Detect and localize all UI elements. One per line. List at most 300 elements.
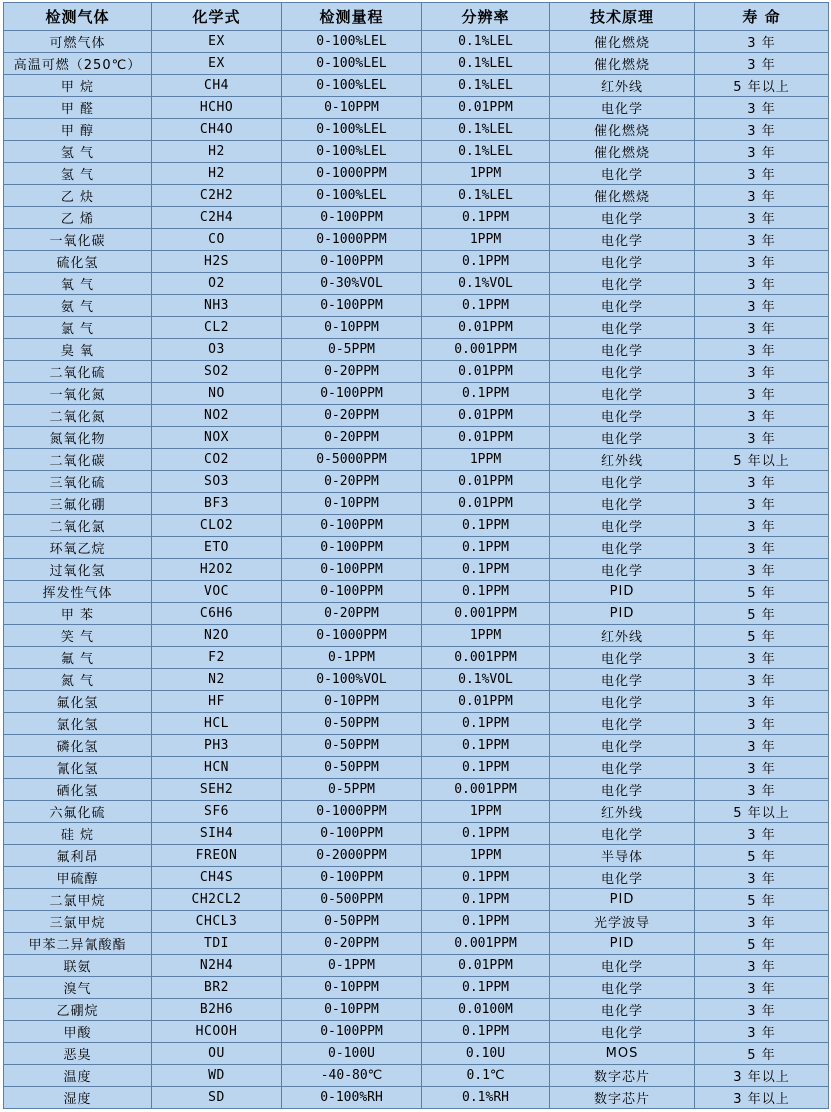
cell-range: 0-100PPM <box>282 823 422 845</box>
cell-gas: 可燃气体 <box>4 31 152 53</box>
cell-lifetime: 3 年 <box>695 559 829 581</box>
cell-range: 0-1000PPM <box>282 163 422 185</box>
cell-formula: H2O2 <box>152 559 282 581</box>
table-header-row <box>4 3 829 31</box>
cell-resolution: 0.001PPM <box>422 647 550 669</box>
cell-gas: 磷化氢 <box>4 735 152 757</box>
cell-resolution: 0.1%LEL <box>422 141 550 163</box>
table-row <box>4 229 829 251</box>
cell-principle: 电化学 <box>550 317 695 339</box>
table-row <box>4 757 829 779</box>
cell-formula: TDI <box>152 933 282 955</box>
cell-range: 0-1PPM <box>282 955 422 977</box>
table-row <box>4 977 829 999</box>
cell-gas: 三氧化硫 <box>4 471 152 493</box>
cell-formula: HCHO <box>152 97 282 119</box>
cell-lifetime: 3 年 <box>695 955 829 977</box>
cell-formula: CH4 <box>152 75 282 97</box>
cell-range: 0-20PPM <box>282 471 422 493</box>
cell-resolution: 0.1PPM <box>422 889 550 911</box>
cell-resolution: 1PPM <box>422 845 550 867</box>
cell-lifetime: 3 年 <box>695 1021 829 1043</box>
cell-range: 0-10PPM <box>282 493 422 515</box>
cell-formula: SIH4 <box>152 823 282 845</box>
cell-formula: F2 <box>152 647 282 669</box>
cell-gas: 笑 气 <box>4 625 152 647</box>
cell-range: 0-500PPM <box>282 889 422 911</box>
column-header-range: 检测量程 <box>282 3 422 31</box>
cell-resolution: 0.1PPM <box>422 735 550 757</box>
cell-principle: PID <box>550 889 695 911</box>
table-row <box>4 911 829 933</box>
cell-gas: 氟 气 <box>4 647 152 669</box>
table-row <box>4 1065 829 1087</box>
cell-resolution: 0.01PPM <box>422 361 550 383</box>
cell-range: 0-100PPM <box>282 867 422 889</box>
cell-resolution: 0.1%LEL <box>422 119 550 141</box>
cell-range: 0-20PPM <box>282 603 422 625</box>
table-row <box>4 1087 829 1109</box>
cell-lifetime: 3 年 <box>695 163 829 185</box>
cell-gas: 氯化氢 <box>4 713 152 735</box>
cell-resolution: 0.1PPM <box>422 515 550 537</box>
cell-resolution: 1PPM <box>422 625 550 647</box>
cell-lifetime: 3 年 <box>695 735 829 757</box>
cell-range: 0-10PPM <box>282 691 422 713</box>
cell-formula: C2H2 <box>152 185 282 207</box>
cell-lifetime: 3 年 <box>695 273 829 295</box>
cell-lifetime: 3 年 <box>695 493 829 515</box>
cell-gas: 环氧乙烷 <box>4 537 152 559</box>
cell-gas: 恶臭 <box>4 1043 152 1065</box>
table-row <box>4 779 829 801</box>
cell-resolution: 0.10U <box>422 1043 550 1065</box>
cell-gas: 过氧化氢 <box>4 559 152 581</box>
cell-gas: 湿度 <box>4 1087 152 1109</box>
table-row <box>4 31 829 53</box>
cell-principle: 电化学 <box>550 867 695 889</box>
cell-principle: PID <box>550 933 695 955</box>
cell-gas: 氢 气 <box>4 163 152 185</box>
cell-lifetime: 3 年 <box>695 999 829 1021</box>
cell-lifetime: 3 年 <box>695 185 829 207</box>
cell-range: 0-100%LEL <box>282 53 422 75</box>
cell-resolution: 0.1PPM <box>422 207 550 229</box>
cell-principle: 电化学 <box>550 427 695 449</box>
cell-resolution: 0.001PPM <box>422 779 550 801</box>
cell-range: 0-100%LEL <box>282 141 422 163</box>
table-row <box>4 603 829 625</box>
cell-lifetime: 3 年 <box>695 295 829 317</box>
cell-lifetime: 5 年以上 <box>695 75 829 97</box>
cell-resolution: 0.001PPM <box>422 339 550 361</box>
cell-principle: 电化学 <box>550 999 695 1021</box>
table-row <box>4 647 829 669</box>
cell-range: 0-100PPM <box>282 559 422 581</box>
table-row <box>4 405 829 427</box>
cell-range: 0-1PPM <box>282 647 422 669</box>
cell-lifetime: 3 年 <box>695 31 829 53</box>
cell-range: 0-100%LEL <box>282 119 422 141</box>
cell-range: 0-50PPM <box>282 713 422 735</box>
cell-resolution: 0.1%LEL <box>422 53 550 75</box>
cell-formula: VOC <box>152 581 282 603</box>
cell-principle: 电化学 <box>550 229 695 251</box>
table-row <box>4 625 829 647</box>
table-row <box>4 999 829 1021</box>
cell-principle: 数字芯片 <box>550 1087 695 1109</box>
cell-resolution: 0.1PPM <box>422 251 550 273</box>
cell-lifetime: 3 年 <box>695 361 829 383</box>
cell-range: 0-100PPM <box>282 537 422 559</box>
cell-gas: 三氟化硼 <box>4 493 152 515</box>
cell-formula: SO2 <box>152 361 282 383</box>
cell-range: 0-100PPM <box>282 581 422 603</box>
table-row <box>4 119 829 141</box>
cell-resolution: 0.01PPM <box>422 427 550 449</box>
cell-resolution: 0.1PPM <box>422 713 550 735</box>
table-row <box>4 867 829 889</box>
cell-lifetime: 5 年 <box>695 625 829 647</box>
cell-principle: 电化学 <box>550 405 695 427</box>
cell-gas: 氟利昂 <box>4 845 152 867</box>
cell-gas: 氟化氢 <box>4 691 152 713</box>
cell-resolution: 0.1PPM <box>422 823 550 845</box>
cell-principle: 红外线 <box>550 449 695 471</box>
cell-principle: 电化学 <box>550 273 695 295</box>
cell-gas: 氧 气 <box>4 273 152 295</box>
cell-principle: 半导体 <box>550 845 695 867</box>
table-row <box>4 53 829 75</box>
cell-resolution: 0.1℃ <box>422 1065 550 1087</box>
cell-formula: BF3 <box>152 493 282 515</box>
cell-principle: 电化学 <box>550 207 695 229</box>
cell-lifetime: 5 年 <box>695 845 829 867</box>
cell-range: 0-1000PPM <box>282 625 422 647</box>
cell-gas: 乙 炔 <box>4 185 152 207</box>
cell-lifetime: 3 年 <box>695 97 829 119</box>
cell-range: 0-20PPM <box>282 361 422 383</box>
cell-gas: 硅 烷 <box>4 823 152 845</box>
cell-gas: 乙硼烷 <box>4 999 152 1021</box>
cell-formula: FREON <box>152 845 282 867</box>
cell-formula: SO3 <box>152 471 282 493</box>
cell-gas: 氰化氢 <box>4 757 152 779</box>
table-row <box>4 471 829 493</box>
cell-principle: PID <box>550 603 695 625</box>
cell-lifetime: 3 年 <box>695 779 829 801</box>
cell-principle: 电化学 <box>550 757 695 779</box>
cell-formula: HCL <box>152 713 282 735</box>
cell-gas: 甲硫醇 <box>4 867 152 889</box>
cell-gas: 臭 氧 <box>4 339 152 361</box>
cell-resolution: 0.0100M <box>422 999 550 1021</box>
cell-principle: 电化学 <box>550 339 695 361</box>
cell-range: 0-100PPM <box>282 207 422 229</box>
table-row <box>4 493 829 515</box>
cell-principle: 光学波导 <box>550 911 695 933</box>
cell-range: 0-100PPM <box>282 251 422 273</box>
cell-principle: 电化学 <box>550 383 695 405</box>
cell-gas: 硫化氢 <box>4 251 152 273</box>
cell-range: 0-5PPM <box>282 779 422 801</box>
cell-resolution: 0.1%LEL <box>422 185 550 207</box>
cell-formula: PH3 <box>152 735 282 757</box>
cell-principle: 电化学 <box>550 515 695 537</box>
table-row <box>4 537 829 559</box>
table-row <box>4 713 829 735</box>
table-row <box>4 515 829 537</box>
cell-lifetime: 3 年 <box>695 669 829 691</box>
cell-gas: 一氧化碳 <box>4 229 152 251</box>
cell-lifetime: 3 年 <box>695 339 829 361</box>
cell-gas: 六氟化硫 <box>4 801 152 823</box>
cell-principle: 电化学 <box>550 295 695 317</box>
cell-gas: 二氧化碳 <box>4 449 152 471</box>
cell-gas: 氮氧化物 <box>4 427 152 449</box>
column-header-formula: 化学式 <box>152 3 282 31</box>
cell-gas: 甲苯二异氰酸酯 <box>4 933 152 955</box>
cell-lifetime: 3 年 <box>695 515 829 537</box>
cell-resolution: 0.01PPM <box>422 691 550 713</box>
cell-resolution: 0.001PPM <box>422 933 550 955</box>
cell-range: 0-100PPM <box>282 383 422 405</box>
cell-gas: 氮 气 <box>4 669 152 691</box>
cell-principle: 电化学 <box>550 977 695 999</box>
cell-resolution: 0.1PPM <box>422 1021 550 1043</box>
cell-lifetime: 3 年 <box>695 823 829 845</box>
cell-range: 0-100PPM <box>282 515 422 537</box>
table-body <box>4 31 829 1109</box>
cell-gas: 联氨 <box>4 955 152 977</box>
cell-principle: 电化学 <box>550 163 695 185</box>
cell-resolution: 0.1%VOL <box>422 669 550 691</box>
cell-resolution: 0.1PPM <box>422 757 550 779</box>
cell-principle: 电化学 <box>550 669 695 691</box>
cell-resolution: 0.1PPM <box>422 977 550 999</box>
cell-resolution: 1PPM <box>422 449 550 471</box>
column-header-lifetime: 寿 命 <box>695 3 829 31</box>
table-header <box>4 3 829 31</box>
cell-formula: N2 <box>152 669 282 691</box>
cell-lifetime: 3 年 <box>695 119 829 141</box>
cell-formula: CL2 <box>152 317 282 339</box>
cell-range: 0-10PPM <box>282 317 422 339</box>
cell-formula: CH2CL2 <box>152 889 282 911</box>
column-header-resolution: 分辨率 <box>422 3 550 31</box>
cell-formula: H2 <box>152 163 282 185</box>
cell-resolution: 0.1PPM <box>422 559 550 581</box>
cell-principle: 催化燃烧 <box>550 185 695 207</box>
cell-principle: 电化学 <box>550 559 695 581</box>
cell-lifetime: 3 年 <box>695 977 829 999</box>
cell-gas: 甲酸 <box>4 1021 152 1043</box>
table-row <box>4 1021 829 1043</box>
cell-lifetime: 3 年以上 <box>695 1087 829 1109</box>
cell-lifetime: 3 年 <box>695 867 829 889</box>
cell-resolution: 0.1PPM <box>422 581 550 603</box>
cell-formula: ETO <box>152 537 282 559</box>
cell-lifetime: 3 年 <box>695 317 829 339</box>
cell-principle: 电化学 <box>550 779 695 801</box>
cell-range: 0-2000PPM <box>282 845 422 867</box>
cell-formula: H2 <box>152 141 282 163</box>
table-row <box>4 295 829 317</box>
cell-gas: 氢 气 <box>4 141 152 163</box>
cell-range: 0-100U <box>282 1043 422 1065</box>
cell-principle: 数字芯片 <box>550 1065 695 1087</box>
table-row <box>4 889 829 911</box>
cell-formula: SEH2 <box>152 779 282 801</box>
cell-gas: 二氧化氯 <box>4 515 152 537</box>
table-row <box>4 163 829 185</box>
cell-principle: 电化学 <box>550 691 695 713</box>
table-row <box>4 823 829 845</box>
cell-principle: 催化燃烧 <box>550 119 695 141</box>
cell-resolution: 0.1PPM <box>422 295 550 317</box>
cell-gas: 甲 苯 <box>4 603 152 625</box>
column-header-gas: 检测气体 <box>4 3 152 31</box>
cell-resolution: 0.01PPM <box>422 493 550 515</box>
cell-lifetime: 3 年 <box>695 537 829 559</box>
cell-lifetime: 3 年 <box>695 691 829 713</box>
cell-lifetime: 3 年 <box>695 647 829 669</box>
table-row <box>4 207 829 229</box>
cell-principle: 电化学 <box>550 251 695 273</box>
table-row <box>4 1043 829 1065</box>
cell-range: 0-10PPM <box>282 977 422 999</box>
cell-lifetime: 5 年以上 <box>695 801 829 823</box>
cell-principle: PID <box>550 581 695 603</box>
cell-formula: O3 <box>152 339 282 361</box>
cell-gas: 甲 醇 <box>4 119 152 141</box>
cell-formula: CLO2 <box>152 515 282 537</box>
cell-principle: 电化学 <box>550 97 695 119</box>
cell-principle: 电化学 <box>550 361 695 383</box>
cell-range: 0-5000PPM <box>282 449 422 471</box>
cell-lifetime: 3 年 <box>695 207 829 229</box>
cell-principle: 电化学 <box>550 1021 695 1043</box>
cell-range: 0-100%RH <box>282 1087 422 1109</box>
cell-resolution: 0.1PPM <box>422 867 550 889</box>
cell-lifetime: 5 年 <box>695 933 829 955</box>
cell-lifetime: 5 年 <box>695 603 829 625</box>
cell-gas: 乙 烯 <box>4 207 152 229</box>
table-row <box>4 735 829 757</box>
cell-lifetime: 3 年 <box>695 251 829 273</box>
cell-range: 0-100PPM <box>282 1021 422 1043</box>
cell-range: 0-1000PPM <box>282 229 422 251</box>
cell-lifetime: 3 年 <box>695 757 829 779</box>
cell-lifetime: 3 年 <box>695 713 829 735</box>
cell-resolution: 0.1PPM <box>422 383 550 405</box>
cell-formula: CHCL3 <box>152 911 282 933</box>
column-header-principle: 技术原理 <box>550 3 695 31</box>
cell-resolution: 0.01PPM <box>422 405 550 427</box>
cell-formula: HCN <box>152 757 282 779</box>
cell-range: 0-20PPM <box>282 405 422 427</box>
cell-range: 0-10PPM <box>282 97 422 119</box>
cell-principle: 红外线 <box>550 801 695 823</box>
cell-range: 0-100%LEL <box>282 75 422 97</box>
cell-formula: B2H6 <box>152 999 282 1021</box>
cell-gas: 硒化氢 <box>4 779 152 801</box>
table-row <box>4 955 829 977</box>
cell-principle: 电化学 <box>550 537 695 559</box>
cell-formula: C2H4 <box>152 207 282 229</box>
cell-formula: BR2 <box>152 977 282 999</box>
cell-resolution: 0.1%LEL <box>422 31 550 53</box>
table-row <box>4 581 829 603</box>
cell-gas: 氯 气 <box>4 317 152 339</box>
table-row <box>4 383 829 405</box>
cell-formula: N2H4 <box>152 955 282 977</box>
table-row <box>4 801 829 823</box>
cell-principle: MOS <box>550 1043 695 1065</box>
cell-range: 0-100%LEL <box>282 31 422 53</box>
cell-gas: 甲 醛 <box>4 97 152 119</box>
cell-lifetime: 5 年 <box>695 581 829 603</box>
cell-gas: 二氧化氮 <box>4 405 152 427</box>
cell-principle: 电化学 <box>550 735 695 757</box>
cell-principle: 电化学 <box>550 823 695 845</box>
cell-lifetime: 3 年 <box>695 911 829 933</box>
cell-formula: SF6 <box>152 801 282 823</box>
cell-formula: H2S <box>152 251 282 273</box>
cell-formula: CH4O <box>152 119 282 141</box>
cell-formula: NO <box>152 383 282 405</box>
cell-formula: SD <box>152 1087 282 1109</box>
cell-principle: 电化学 <box>550 955 695 977</box>
cell-formula: C6H6 <box>152 603 282 625</box>
cell-resolution: 0.01PPM <box>422 97 550 119</box>
cell-formula: HF <box>152 691 282 713</box>
cell-principle: 电化学 <box>550 713 695 735</box>
cell-lifetime: 5 年以上 <box>695 449 829 471</box>
cell-resolution: 0.1%LEL <box>422 75 550 97</box>
cell-range: 0-50PPM <box>282 911 422 933</box>
cell-range: 0-20PPM <box>282 933 422 955</box>
cell-resolution: 1PPM <box>422 163 550 185</box>
table-row <box>4 141 829 163</box>
table-row <box>4 845 829 867</box>
cell-range: 0-5PPM <box>282 339 422 361</box>
cell-resolution: 0.01PPM <box>422 317 550 339</box>
cell-formula: CH4S <box>152 867 282 889</box>
cell-principle: 催化燃烧 <box>550 31 695 53</box>
cell-range: 0-100%LEL <box>282 185 422 207</box>
cell-range: 0-10PPM <box>282 999 422 1021</box>
table-row <box>4 273 829 295</box>
cell-lifetime: 3 年 <box>695 405 829 427</box>
cell-range: 0-50PPM <box>282 735 422 757</box>
cell-lifetime: 3 年 <box>695 471 829 493</box>
table-row <box>4 427 829 449</box>
cell-range: 0-50PPM <box>282 757 422 779</box>
cell-formula: EX <box>152 53 282 75</box>
cell-principle: 催化燃烧 <box>550 53 695 75</box>
table-row <box>4 97 829 119</box>
cell-gas: 二氯甲烷 <box>4 889 152 911</box>
table-row <box>4 185 829 207</box>
cell-lifetime: 3 年 <box>695 229 829 251</box>
cell-resolution: 0.1PPM <box>422 911 550 933</box>
table-row <box>4 361 829 383</box>
table-row <box>4 669 829 691</box>
table-row <box>4 691 829 713</box>
cell-range: 0-30%VOL <box>282 273 422 295</box>
cell-lifetime: 3 年以上 <box>695 1065 829 1087</box>
